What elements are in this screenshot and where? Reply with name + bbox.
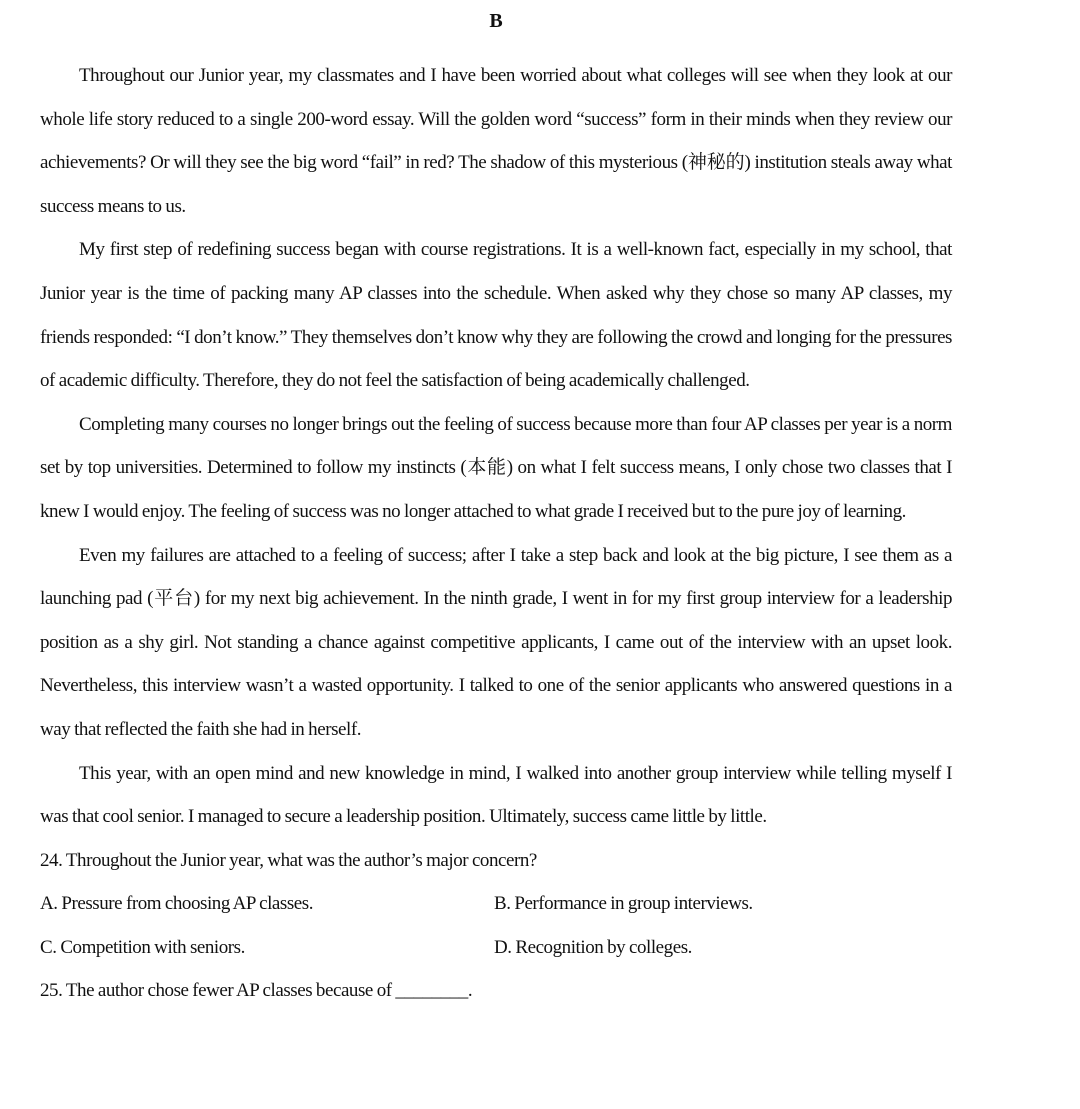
passage-paragraph-2: My first step of redefining success began with course registrations. It is a well-known fact, especially in my school, that Junior year is the time of packing many AP classes into the schedule. When asked why they chose so many AP classes, my friends responded: “I don’t know.” They themselves don’t know why they are following the crowd and longing for the pressures of academic difficulty. Therefore, they do not feel the satisfaction of being academically challenged. xyxy=(40,239,952,392)
option-c: C. Competition with seniors. xyxy=(40,936,245,958)
option-a: A. Pressure from choosing AP classes. xyxy=(40,893,314,915)
reading-passage xyxy=(40,54,952,839)
option-d: D. Recognition by colleges. xyxy=(494,936,692,958)
question-25 xyxy=(40,969,952,1013)
options-row-cd xyxy=(40,926,952,970)
page xyxy=(40,0,952,1013)
passage-paragraph-3: Completing many courses no longer brings out the feeling of success because more than four AP classes per year is a norm set by top universities. Determined to follow my instincts (本能) on what I felt success means, I only chose two classes that I knew I would enjoy. The feeling of success was no longer attached to what grade I received but to the pure joy of learning. xyxy=(40,413,952,522)
passage-paragraph-1: Throughout our Junior year, my classmates and I have been worried about what colleges will see when they look at our whole life story reduced to a single 200-word essay. Will the golden word “success” form in their minds when they review our achievements? Or will they see the big word “fail” in red? The shadow of this mysterious (神秘的) institution steals away what success means to us. xyxy=(40,65,952,217)
question-24 xyxy=(40,839,952,970)
option-b: B. Performance in group interviews. xyxy=(494,893,753,915)
question-stem: 25. The author chose fewer AP classes because of ________. xyxy=(40,980,473,1002)
section-title: B xyxy=(489,10,503,32)
question-stem: 24. Throughout the Junior year, what was the author’s major concern? xyxy=(40,849,537,871)
passage-paragraph-4: Even my failures are attached to a feeling of success; after I take a step back and look at the big picture, I see them as a launching pad (平台) for my next big achievement. In the ninth grade, I went in for my first group interview for a leadership position as a shy girl. Not standing a chance against competitive applicants, I came out of the interview with an upset look. Nevertheless, this interview wasn’t a wasted opportunity. I talked to one of the senior applicants who answered questions in a way that reflected the faith she had in herself. xyxy=(40,544,952,740)
passage-paragraph-5: This year, with an open mind and new knowledge in mind, I walked into another group interview while telling myself I was that cool senior. I managed to secure a leadership position. Ultimately, success came little by little. xyxy=(40,762,952,828)
options-row-ab xyxy=(40,882,952,926)
